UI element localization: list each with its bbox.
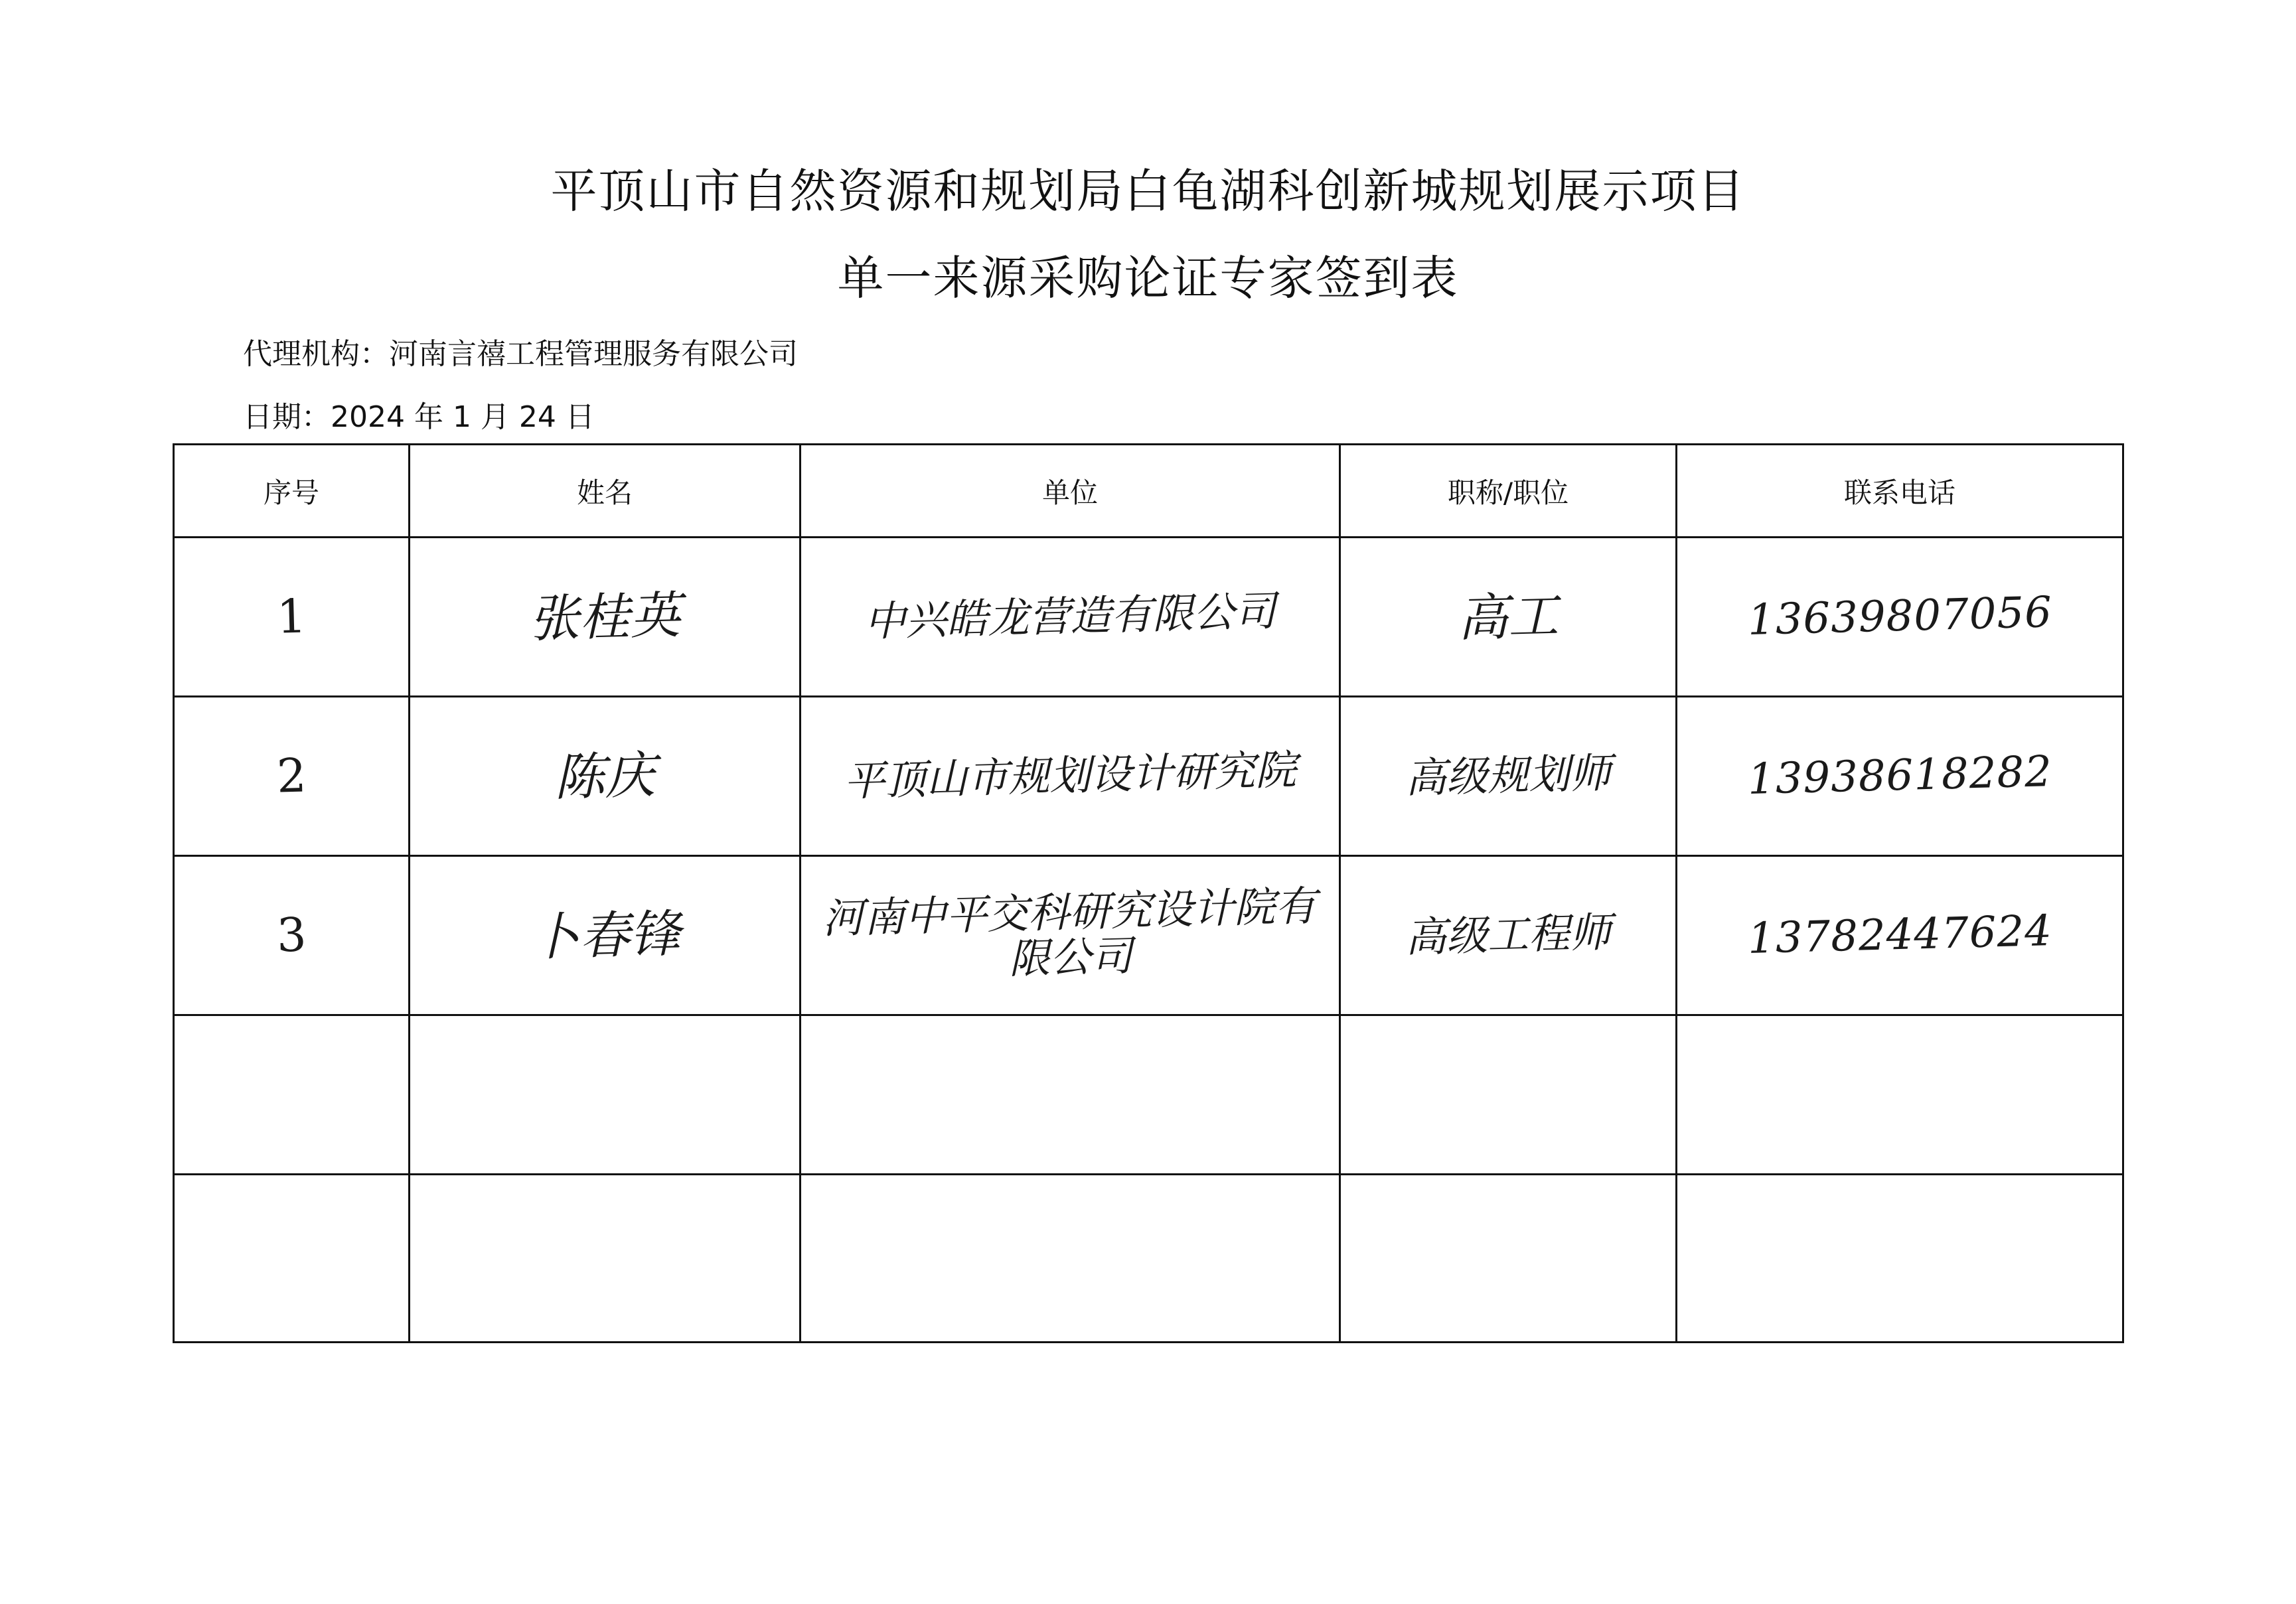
title-text: 高工 — [1456, 585, 1560, 648]
cell-title — [1340, 1015, 1677, 1175]
cell-name — [410, 697, 801, 856]
header-name: 姓名 — [410, 445, 801, 538]
header-phone: 联系电话 — [1677, 445, 2123, 538]
agency-line: 代理机构：河南言禧工程管理服务有限公司 — [243, 337, 798, 371]
document-title: 平顶山市自然资源和规划局白龟湖科创新城规划展示项目 — [550, 164, 1746, 218]
cell-unit — [801, 538, 1340, 697]
cell-index — [174, 1175, 410, 1343]
title-text: 高级规划师 — [1405, 749, 1612, 803]
cell-unit — [801, 697, 1340, 856]
cell-unit — [801, 1175, 1340, 1343]
signature-name: 张桂英 — [528, 585, 682, 648]
table-row — [174, 856, 2123, 1015]
cell-name — [410, 1175, 801, 1343]
table-row — [174, 538, 2123, 697]
cell-title — [1340, 538, 1677, 697]
row-index: 3 — [275, 907, 307, 963]
table-row — [174, 1175, 2123, 1343]
cell-index — [174, 1015, 410, 1175]
table-row — [174, 1015, 2123, 1175]
row-index: 2 — [275, 748, 307, 804]
row-index: 1 — [275, 589, 307, 644]
cell-name — [410, 856, 801, 1015]
date-line: 日期：2024 年 1 月 24 日 — [243, 400, 595, 434]
cell-index — [174, 697, 410, 856]
cell-name — [410, 1015, 801, 1175]
cell-phone — [1677, 1015, 2123, 1175]
cell-phone — [1677, 697, 2123, 856]
cell-unit — [801, 856, 1340, 1015]
header-unit: 单位 — [801, 445, 1340, 538]
unit-text: 河南中平交科研究设计院有限公司 — [822, 881, 1317, 984]
cell-index — [174, 856, 410, 1015]
signature-name: 陈庆 — [553, 745, 656, 807]
signature-name: 卜春锋 — [528, 903, 682, 967]
table-header-row — [174, 445, 2123, 538]
phone-text: 13639807056 — [1746, 588, 2053, 646]
cell-title — [1340, 697, 1677, 856]
cell-name — [410, 538, 801, 697]
cell-index — [174, 538, 410, 697]
cell-phone — [1677, 538, 2123, 697]
title-text: 高级工程师 — [1405, 908, 1612, 962]
header-index: 序号 — [174, 445, 410, 538]
header-title: 职称/职位 — [1340, 445, 1677, 538]
unit-text: 中兴皓龙营造有限公司 — [864, 587, 1276, 646]
cell-phone — [1677, 1175, 2123, 1343]
phone-text: 13782447624 — [1746, 907, 2053, 964]
cell-unit — [801, 1015, 1340, 1175]
phone-text: 13938618282 — [1746, 747, 2053, 805]
sign-in-table — [173, 443, 2124, 1343]
document-subtitle: 单一来源采购论证专家签到表 — [837, 251, 1459, 305]
cell-title — [1340, 1175, 1677, 1343]
cell-phone — [1677, 856, 2123, 1015]
table-row — [174, 697, 2123, 856]
cell-title — [1340, 856, 1677, 1015]
unit-text: 平顶山市规划设计研究院 — [843, 745, 1297, 806]
